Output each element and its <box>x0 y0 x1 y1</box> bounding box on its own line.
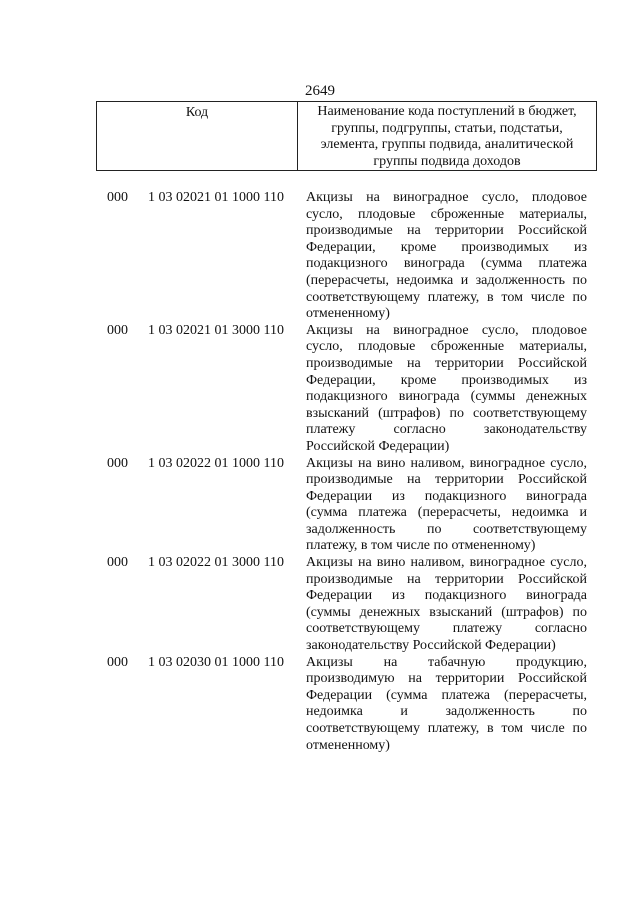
table-row <box>0 555 640 655</box>
description-line: подакцизного винограда (сумма платежа <box>306 256 587 272</box>
description-line: Федерации из подакцизного винограда <box>306 588 587 604</box>
budget-classification-code: 1 03 02021 01 3000 110 <box>148 322 284 338</box>
description-line: Акцизы на виноградное сусло, плодовое <box>306 322 587 338</box>
income-code-list <box>0 190 640 754</box>
admin-code: 000 <box>107 322 128 338</box>
description-line: подакцизного винограда (суммы денежных <box>306 389 587 405</box>
budget-classification-code: 1 03 02021 01 1000 110 <box>148 190 284 205</box>
description-line: производимые на территории Российской <box>306 472 587 488</box>
description-line: (перерасчеты, недоимка и задолженность по <box>306 272 587 288</box>
description-line: соответствующему платежу, в том числе по <box>306 289 587 305</box>
description-line: платежу, в том числе по отмененному) <box>306 538 536 554</box>
description-line: сусло, плодовые сброженные материалы, <box>306 339 587 355</box>
income-description <box>306 555 587 655</box>
admin-code: 000 <box>107 555 128 571</box>
description-line: платежу согласно законодательству <box>306 422 587 438</box>
table-row <box>0 655 640 755</box>
description-line: Акцизы на табачную продукцию, <box>306 654 587 670</box>
page-number: 2649 <box>305 83 335 99</box>
income-description <box>306 323 587 456</box>
description-line: законодательству Российской Федерации) <box>306 638 556 654</box>
description-line: отмененному) <box>306 306 390 322</box>
description-line: Федерации, кроме производимых из <box>306 372 587 388</box>
description-line: производимые на территории Российской <box>306 223 587 239</box>
budget-classification-code: 1 03 02022 01 1000 110 <box>148 455 284 471</box>
header-name-column: Наименование кода поступлений в бюджет, группы, подгруппы, статьи, подстатьи, элемента, группы подвида, аналитической группы подвида доходов <box>317 104 577 169</box>
description-line: (сумма платежа (перерасчеты, недоимка и <box>306 505 587 521</box>
income-description <box>306 655 587 755</box>
description-line: производимые на территории Российской <box>306 571 587 587</box>
description-line: производимые на территории Российской <box>306 355 587 371</box>
description-line: задолженность по соответствующему <box>306 521 587 537</box>
admin-code: 000 <box>107 654 128 670</box>
admin-code: 000 <box>107 190 128 205</box>
admin-code: 000 <box>107 455 128 471</box>
description-line: взысканий (штрафов) по соответствующему <box>306 405 587 421</box>
description-line: соответствующему платежу согласно <box>306 621 587 637</box>
income-description <box>306 190 587 323</box>
description-line: недоимка и задолженность по <box>306 704 587 720</box>
description-line: Российской Федерации) <box>306 438 450 454</box>
description-line: Акцизы на виноградное сусло, плодовое <box>306 190 587 205</box>
table-row <box>0 190 640 323</box>
description-line: Федерации из подакцизного винограда <box>306 488 587 504</box>
description-line: Федерации (сумма платежа (перерасчеты, <box>306 687 587 703</box>
description-line: производимую на территории Российской <box>306 671 587 687</box>
table-header <box>96 101 597 171</box>
income-description <box>306 456 587 556</box>
table-row <box>0 323 640 456</box>
table-row <box>0 456 640 556</box>
budget-classification-code: 1 03 02030 01 1000 110 <box>148 654 284 670</box>
budget-classification-code: 1 03 02022 01 3000 110 <box>148 555 284 571</box>
description-line: (суммы денежных взысканий (штрафов) по <box>306 604 587 620</box>
description-line: Акцизы на вино наливом, виноградное сусло, <box>306 455 587 471</box>
description-line: Акцизы на вино наливом, виноградное сусло, <box>306 555 587 571</box>
description-line: соответствующему платежу, в том числе по <box>306 721 587 736</box>
description-line: сусло, плодовые сброженные материалы, <box>306 206 587 222</box>
header-code-column: Код <box>97 102 298 170</box>
description-line: отмененному) <box>306 737 390 753</box>
description-line: Федерации, кроме производимых из <box>306 239 587 255</box>
